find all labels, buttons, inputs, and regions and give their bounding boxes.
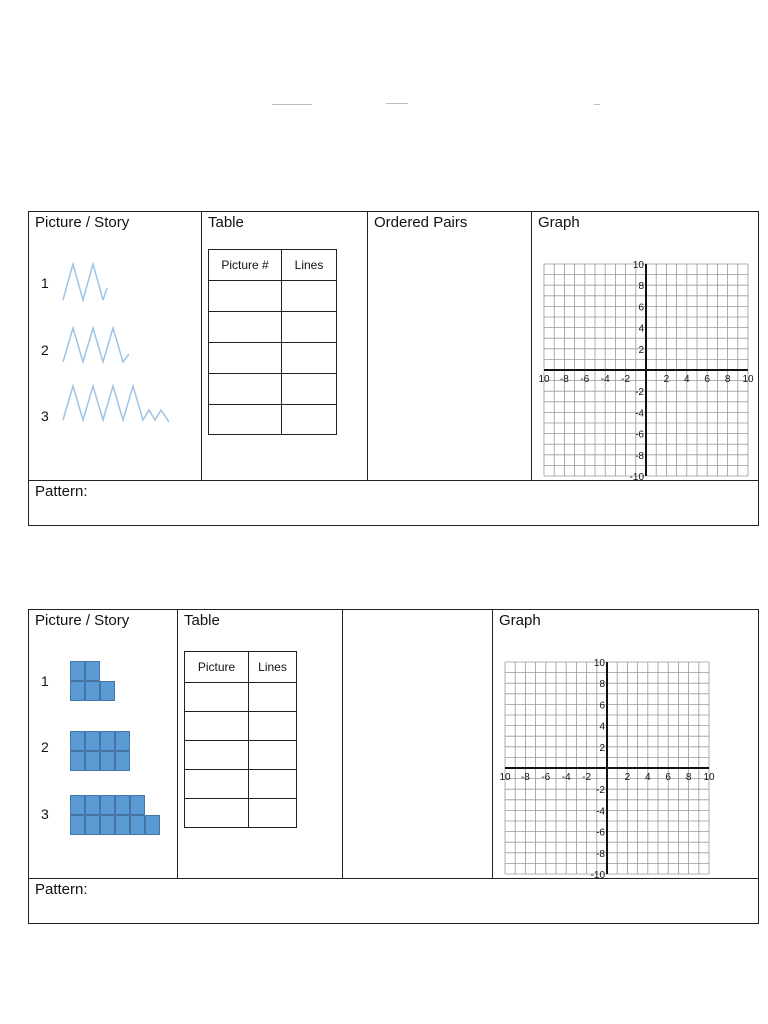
ordered-pairs-column [342, 610, 493, 878]
y-tick-label: 2 [599, 742, 605, 754]
x-tick-label: 6 [665, 772, 671, 783]
x-tick-label: 10 [703, 772, 715, 783]
tile [71, 732, 85, 751]
y-tick-label: -8 [596, 848, 605, 860]
table-row [209, 343, 337, 374]
figure-number: 3 [41, 806, 49, 822]
table-column [177, 610, 343, 878]
graph-header: Graph [538, 214, 580, 231]
tile [101, 816, 115, 835]
y-tick-label: 8 [638, 281, 644, 293]
x-tick-label: -4 [561, 772, 571, 783]
table-row [209, 405, 337, 435]
tile [71, 796, 85, 815]
tile [71, 662, 85, 681]
tile [131, 816, 145, 835]
x-tick-label: -6 [580, 374, 590, 385]
figure-number: 2 [41, 342, 49, 358]
tile [86, 796, 100, 815]
x-tick-label: -2 [582, 772, 592, 783]
table-row [185, 712, 297, 741]
picture-story-column [29, 610, 177, 878]
x-tick-label: 6 [704, 374, 710, 385]
zigzag-figure-1 [63, 262, 123, 302]
y-tick-label: -8 [635, 450, 644, 462]
figure-number: 2 [41, 739, 49, 755]
x-tick-label: 2 [624, 772, 631, 783]
worksheet-body [28, 609, 759, 879]
table-row [185, 799, 297, 828]
tile [146, 816, 160, 835]
y-tick-label: 4 [599, 721, 605, 733]
table-col-header: Picture # [209, 250, 282, 281]
tile [101, 796, 115, 815]
pattern-row [28, 879, 759, 924]
y-tick-label: -10 [629, 472, 644, 483]
figure-number: 3 [41, 408, 49, 424]
x-tick-label: -6 [541, 772, 551, 783]
x-tick-label: 10 [538, 374, 550, 385]
figure-number: 1 [41, 275, 49, 291]
x-tick-label: 4 [684, 374, 690, 385]
pattern-row [28, 481, 759, 526]
tile [86, 816, 100, 835]
picture-story-column [29, 212, 201, 480]
table-row [209, 312, 337, 343]
pattern-label: Pattern: [35, 483, 88, 500]
y-tick-label: 10 [632, 260, 644, 271]
tile [86, 662, 100, 681]
tile [116, 796, 130, 815]
y-tick-label: -6 [635, 429, 644, 441]
y-tick-label: 8 [599, 679, 605, 691]
worksheet-body [28, 211, 759, 481]
y-tick-label: 2 [638, 344, 644, 356]
tile [101, 752, 115, 771]
tile [116, 752, 130, 771]
x-tick-label: -8 [559, 374, 569, 385]
pattern-label: Pattern: [35, 881, 88, 898]
table-col-header: Lines [282, 250, 337, 281]
tile [71, 816, 85, 835]
y-tick-label: 4 [638, 323, 644, 335]
x-tick-label: 10 [499, 772, 511, 783]
table-header: Table [208, 214, 244, 231]
tile-figure-1 [70, 661, 170, 705]
zigzag-figure-2 [63, 326, 153, 366]
tile [116, 732, 130, 751]
table-row [185, 683, 297, 712]
y-tick-label: -2 [596, 785, 605, 797]
tile [71, 752, 85, 771]
x-tick-label: -2 [621, 374, 631, 385]
tile [71, 682, 85, 701]
tile-figure-2 [70, 731, 170, 775]
x-tick-label: 2 [663, 374, 670, 385]
table-col-header: Picture [185, 652, 249, 683]
ordered-pairs-header: Ordered Pairs [374, 214, 468, 231]
table-row [209, 374, 337, 405]
table-row [185, 741, 297, 770]
table-col-header: Lines [249, 652, 297, 683]
scan-artifact [386, 103, 408, 104]
worksheet-1 [28, 211, 759, 525]
coordinate-grid [499, 658, 715, 881]
x-tick-label: -4 [600, 374, 610, 385]
coordinate-grid [538, 260, 754, 483]
tile-figure-3 [70, 795, 170, 839]
table-column [201, 212, 368, 480]
scan-artifact [272, 104, 312, 105]
x-tick-label: 4 [645, 772, 651, 783]
worksheet-2 [28, 609, 759, 923]
scan-artifact [594, 104, 600, 105]
x-tick-label: 10 [742, 374, 754, 385]
y-tick-label: 6 [638, 302, 644, 314]
y-tick-label: -4 [596, 806, 605, 818]
tile [86, 682, 100, 701]
y-tick-label: 6 [599, 700, 605, 712]
tile [101, 732, 115, 751]
x-tick-label: 8 [724, 374, 731, 385]
x-tick-label: -8 [520, 772, 530, 783]
y-tick-label: -6 [596, 827, 605, 839]
tile [86, 732, 100, 751]
y-tick-label: -4 [635, 408, 644, 420]
y-tick-label: 10 [593, 658, 605, 669]
graph-header: Graph [499, 612, 541, 629]
picture-story-header: Picture / Story [35, 214, 130, 231]
zigzag-figure-3 [63, 384, 183, 424]
value-table [184, 651, 297, 828]
table-header: Table [184, 612, 220, 629]
tile [116, 816, 130, 835]
graph-column [531, 212, 761, 483]
y-tick-label: -2 [635, 387, 644, 399]
tile [131, 796, 145, 815]
figure-number: 1 [41, 673, 49, 689]
tile [86, 752, 100, 771]
y-tick-label: -10 [590, 870, 605, 881]
value-table [208, 249, 337, 435]
x-tick-label: 8 [685, 772, 692, 783]
tile [101, 682, 115, 701]
table-row [209, 281, 337, 312]
table-row [185, 770, 297, 799]
ordered-pairs-column [367, 212, 532, 480]
picture-story-header: Picture / Story [35, 612, 130, 629]
graph-column [492, 610, 761, 881]
